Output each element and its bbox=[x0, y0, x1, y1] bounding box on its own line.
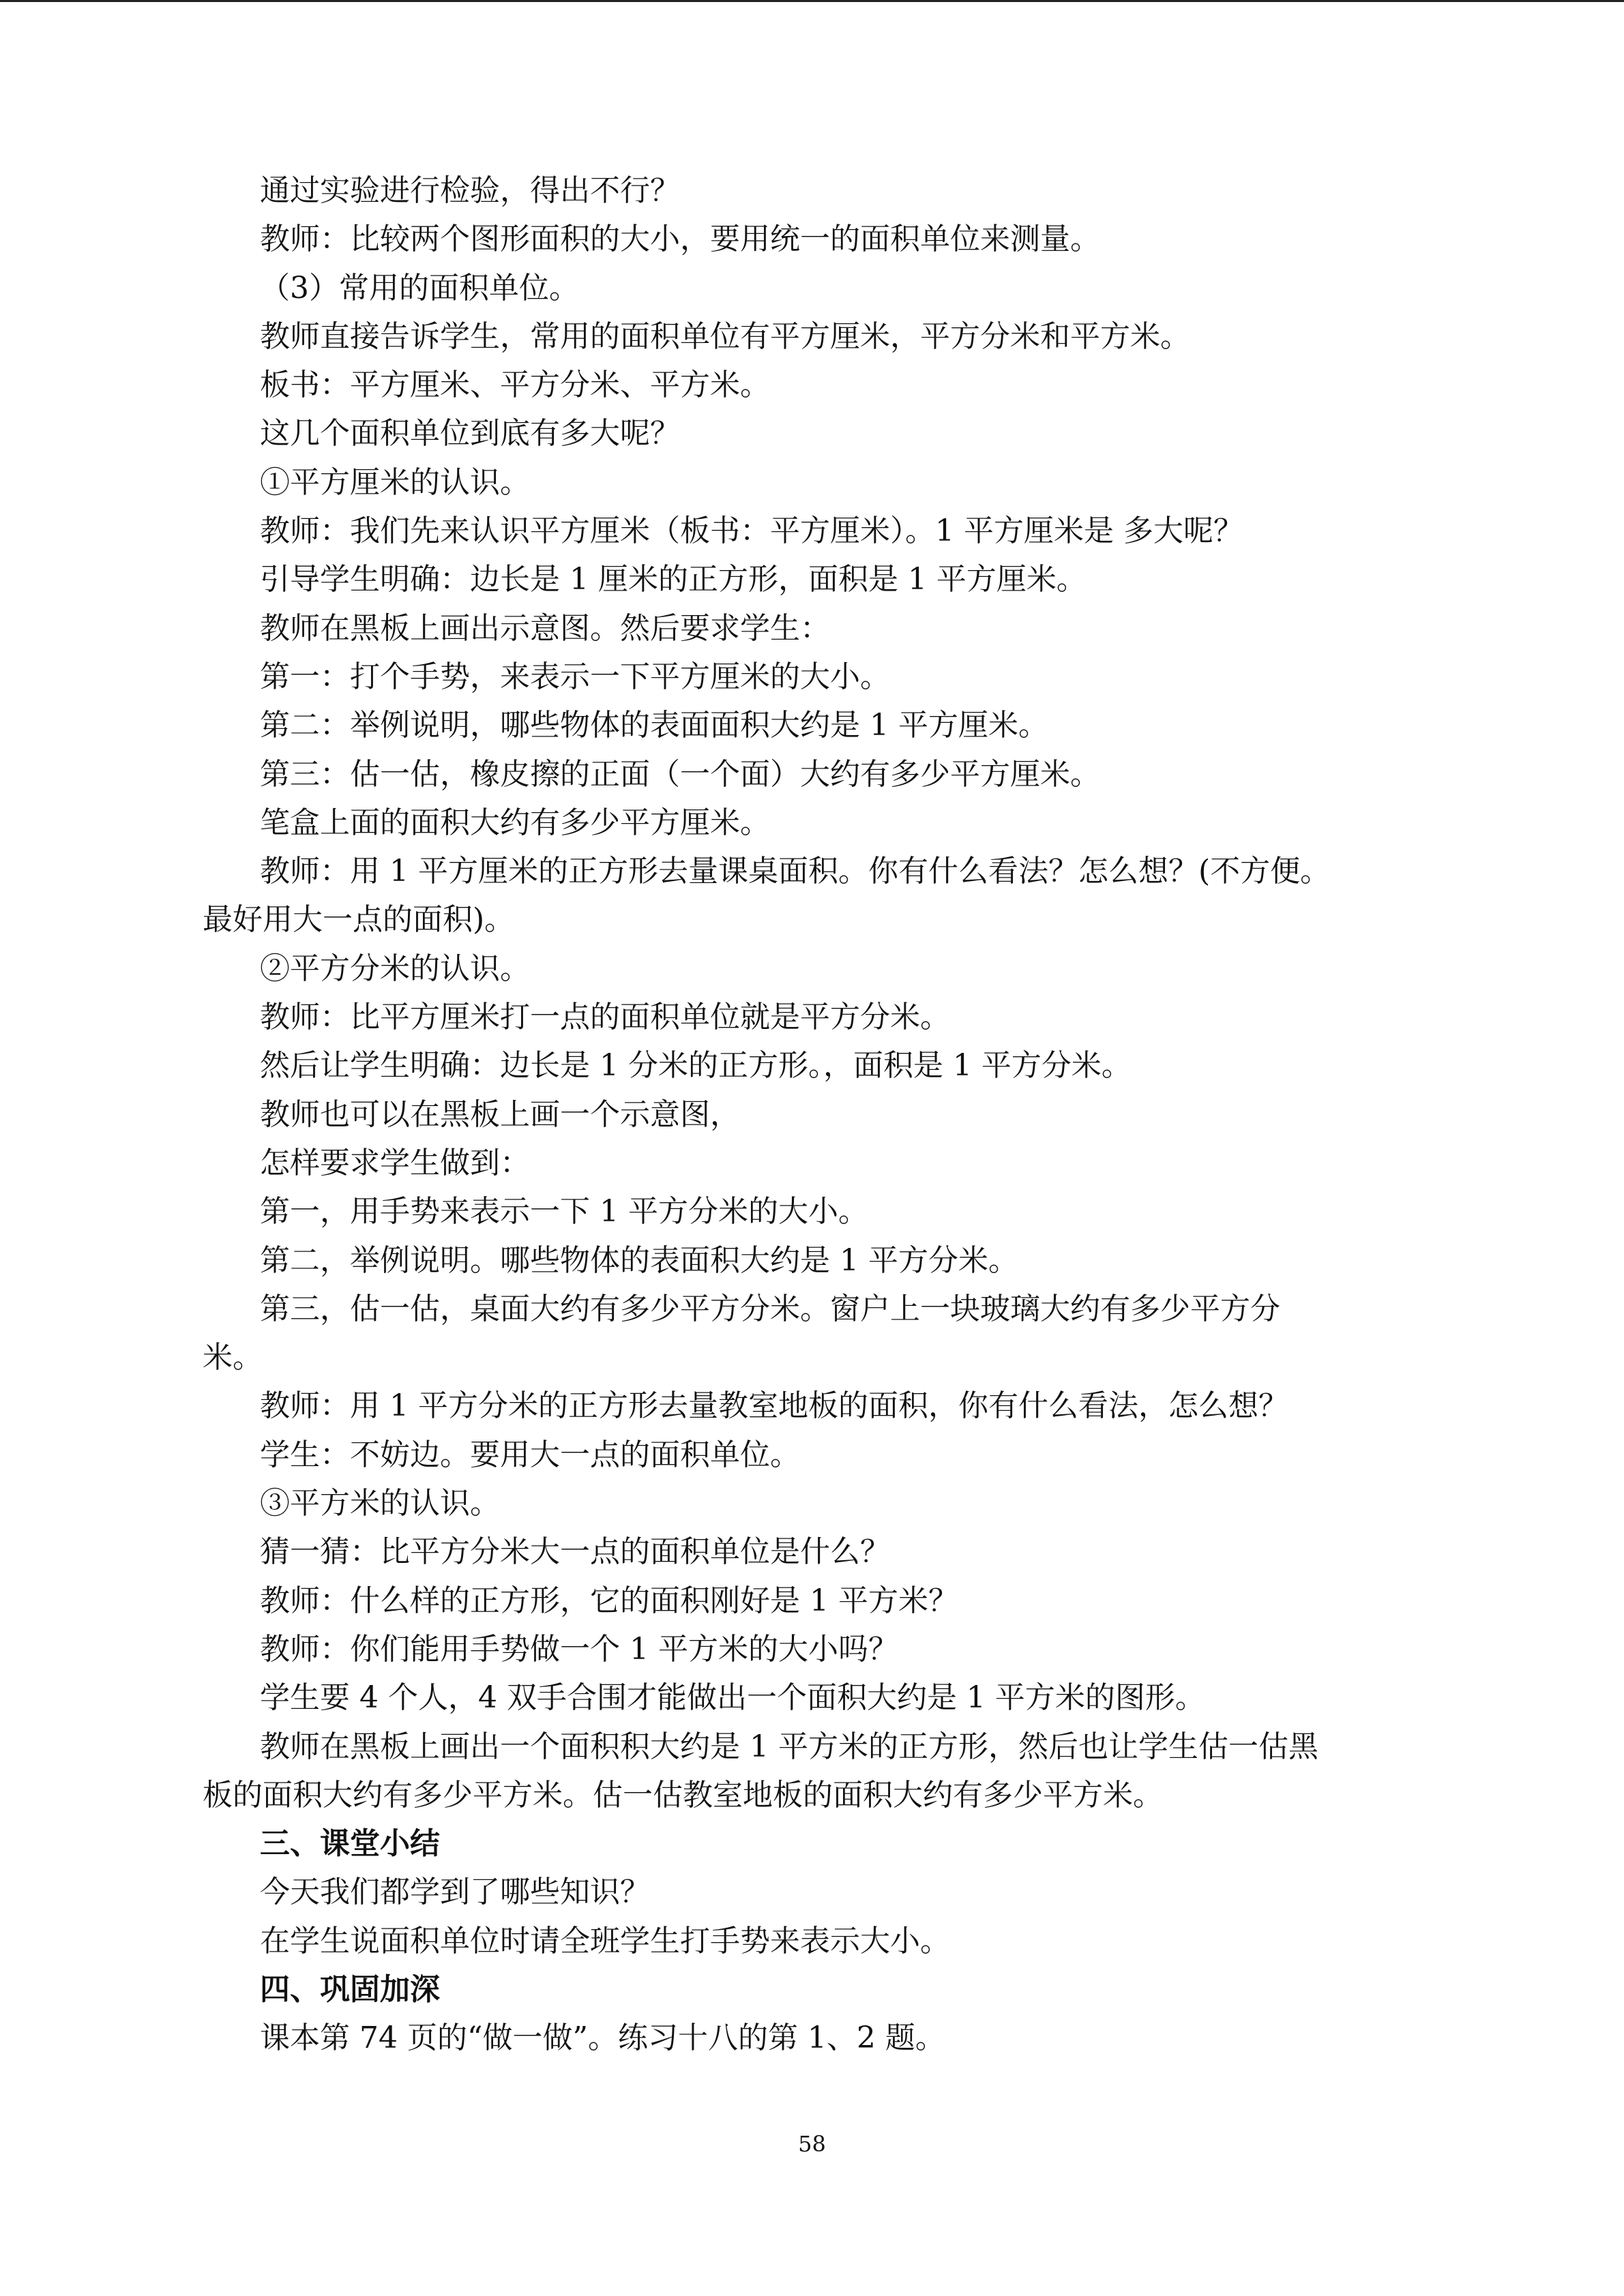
paragraph-line: 第二：举例说明，哪些物体的表面面积大约是 1 平方厘米。 bbox=[260, 708, 1048, 743]
paragraph-line: 然后让学生明确：边长是 1 分米的正方形。，面积是 1 平方分米。 bbox=[260, 1048, 1132, 1084]
paragraph-line: 第一：打个手势，来表示一下平方厘米的大小。 bbox=[260, 659, 890, 694]
paragraph-line: ①平方厘米的认识。 bbox=[260, 464, 530, 500]
paragraph-line: 在学生说面积单位时请全班学生打手势来表示大小。 bbox=[260, 1923, 950, 1958]
paragraph-line: 教师直接告诉学生，常用的面积单位有平方厘米，平方分米和平方米。 bbox=[260, 318, 1190, 354]
document-body bbox=[203, 166, 1430, 2063]
section-heading: 四、巩固加深 bbox=[260, 1971, 440, 2007]
paragraph-line: 最好用大一点的面积)。 bbox=[203, 902, 515, 938]
paragraph-line: 教师：你们能用手势做一个 1 平方米的大小吗？ bbox=[260, 1631, 898, 1667]
paragraph-line: 课本第 74 页的“做一做”。练习十八的第 1、2 题。 bbox=[260, 2021, 945, 2056]
paragraph-line: 今天我们都学到了哪些知识？ bbox=[260, 1875, 650, 1910]
paragraph-line: 第三：估一估，橡皮擦的正面（一个面）大约有多少平方厘米。 bbox=[260, 756, 1100, 792]
paragraph-line: 板的面积大约有多少平方米。估一估教室地板的面积大约有多少平方米。 bbox=[203, 1777, 1163, 1813]
paragraph-line: 教师：比平方厘米打一点的面积单位就是平方分米。 bbox=[260, 1000, 950, 1035]
paragraph-line: 学生要 4 个人，4 双手合围才能做出一个面积大约是 1 平方米的图形。 bbox=[260, 1680, 1205, 1716]
paragraph-line: 教师在黑板上画出示意图。然后要求学生： bbox=[260, 610, 830, 646]
paragraph-line: 笔盒上面的面积大约有多少平方厘米。 bbox=[260, 805, 770, 840]
paragraph-line: 通过实验进行检验，得出不行？ bbox=[260, 173, 680, 208]
paragraph-line: 学生：不妨边。要用大一点的面积单位。 bbox=[260, 1437, 800, 1472]
top-border-rule bbox=[0, 0, 1624, 2]
paragraph-line: 这几个面积单位到底有多大呢？ bbox=[260, 416, 680, 451]
paragraph-line: 教师：用 1 平方分米的正方形去量教室地板的面积，你有什么看法，怎么想？ bbox=[260, 1388, 1288, 1424]
paragraph-line: 猜一猜：比平方分米大一点的面积单位是什么？ bbox=[260, 1534, 890, 1570]
paragraph-line: 怎样要求学生做到： bbox=[260, 1145, 530, 1180]
paragraph-line: 第二，举例说明。哪些物体的表面积大约是 1 平方分米。 bbox=[260, 1242, 1018, 1278]
page-number: 58 bbox=[798, 2131, 826, 2157]
paragraph-line: ②平方分米的认识。 bbox=[260, 951, 530, 986]
paragraph-line: 板书：平方厘米、平方分米、平方米。 bbox=[260, 368, 770, 403]
paragraph-line: 米。 bbox=[203, 1340, 263, 1375]
paragraph-line: 教师：用 1 平方厘米的正方形去量课桌面积。你有什么看法？怎么想？(不方便。 bbox=[260, 854, 1331, 889]
paragraph-line: 第一，用手势来表示一下 1 平方分米的大小。 bbox=[260, 1194, 868, 1229]
paragraph-line: 教师：什么样的正方形，它的面积刚好是 1 平方米？ bbox=[260, 1583, 958, 1618]
paragraph-line: （3）常用的面积单位。 bbox=[260, 270, 579, 305]
paragraph-line: 引导学生明确：边长是 1 厘米的正方形，面积是 1 平方厘米。 bbox=[260, 562, 1087, 597]
paragraph-line: 教师在黑板上画出一个面积积大约是 1 平方米的正方形，然后也让学生估一估黑 bbox=[260, 1729, 1318, 1764]
paragraph-line: 教师：比较两个图形面积的大小，要用统一的面积单位来测量。 bbox=[260, 222, 1100, 257]
section-heading: 三、课堂小结 bbox=[260, 1826, 440, 1862]
paragraph-line: ③平方米的认识。 bbox=[260, 1486, 500, 1521]
paragraph-line: 教师也可以在黑板上画一个示意图， bbox=[260, 1097, 740, 1132]
paragraph-line: 教师：我们先来认识平方厘米（板书：平方厘米）。1 平方厘米是 多大呢？ bbox=[260, 513, 1243, 549]
paragraph-line: 第三，估一估，桌面大约有多少平方分米。窗户上一块玻璃大约有多少平方分 bbox=[260, 1291, 1280, 1326]
